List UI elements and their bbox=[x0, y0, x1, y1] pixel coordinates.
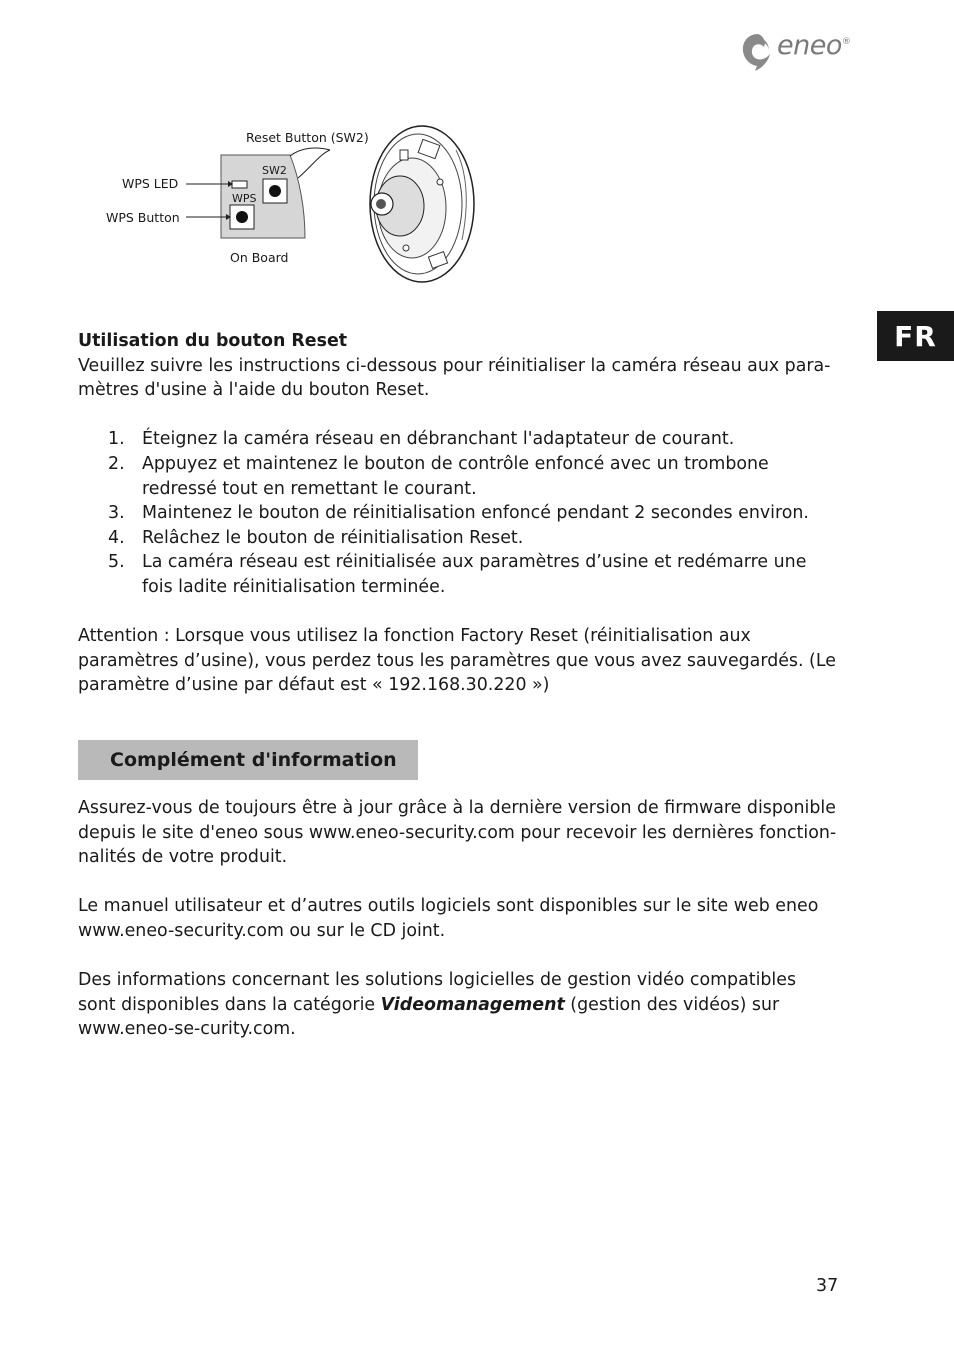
list-item: 1. Éteignez la caméra réseau en débranchant l'adaptateur de courant. bbox=[108, 429, 735, 450]
page-content bbox=[78, 329, 838, 1042]
sw2-label: SW2 bbox=[262, 164, 287, 177]
list-item: 3. Maintenez le bouton de réinitialisation enfoncé pendant 2 secondes environ. bbox=[108, 503, 809, 524]
list-item: 4. Relâchez le bouton de réinitialisation Reset. bbox=[108, 527, 524, 548]
info-paragraph-manual: Le manuel utilisateur et d’autres outils logiciels sont disponibles sur le site web eneo www.eneo-security.com ou sur le CD joint. bbox=[78, 896, 819, 941]
camera-dome-icon bbox=[370, 126, 474, 282]
info-section-heading: Complément d'information bbox=[78, 740, 418, 780]
logo-text: eneo® bbox=[777, 30, 851, 61]
reset-intro: Veuillez suivre les instructions ci-dessous pour réinitialiser la caméra réseau aux para-mètres d'usine à l'aide du bouton Reset. bbox=[78, 355, 831, 401]
language-tab: FR bbox=[877, 311, 954, 361]
wps-led-icon bbox=[232, 181, 247, 188]
info-paragraph-videomanagement: Des informations concernant les solutions logicielles de gestion vidéo compatibles sont disponibles dans la catégorie Videomanagement (gestion des vidéos) sur www.eneo-se-curity.com. bbox=[78, 970, 797, 1040]
reset-steps-list bbox=[78, 427, 838, 599]
reset-button-diagram bbox=[100, 120, 490, 290]
wps-led-label: WPS LED bbox=[122, 176, 179, 191]
wps-label: WPS bbox=[232, 192, 257, 205]
info-paragraph-firmware: Assurez-vous de toujours être à jour grâce à la dernière version de firmware disponible depuis le site d'eneo sous www.eneo-security.com pour recevoir les dernières fonction-nalités de votre produit. bbox=[78, 797, 837, 868]
reset-heading: Utilisation du bouton Reset bbox=[78, 331, 348, 351]
on-board-label: On Board bbox=[230, 250, 289, 265]
reset-button-label: Reset Button (SW2) bbox=[246, 130, 369, 145]
list-item: 5. La caméra réseau est réinitialisée aux paramètres d’usine et redémarre une fois ladite réinitialisation terminée. bbox=[108, 552, 807, 597]
wps-button-label: WPS Button bbox=[106, 210, 180, 225]
list-item: 2. Appuyez et maintenez le bouton de contrôle enfoncé avec un trombone redressé tout en remettant le courant. bbox=[108, 453, 769, 499]
page-number: 37 bbox=[816, 1276, 839, 1296]
attention-note: Attention : Lorsque vous utilisez la fonction Factory Reset (réinitialisation aux paramètres d’usine), vous perdez tous les paramètres que vous avez sauvegardés. (Le paramètre d’usine par défaut est « 192.168.30.220 ») bbox=[78, 626, 836, 696]
